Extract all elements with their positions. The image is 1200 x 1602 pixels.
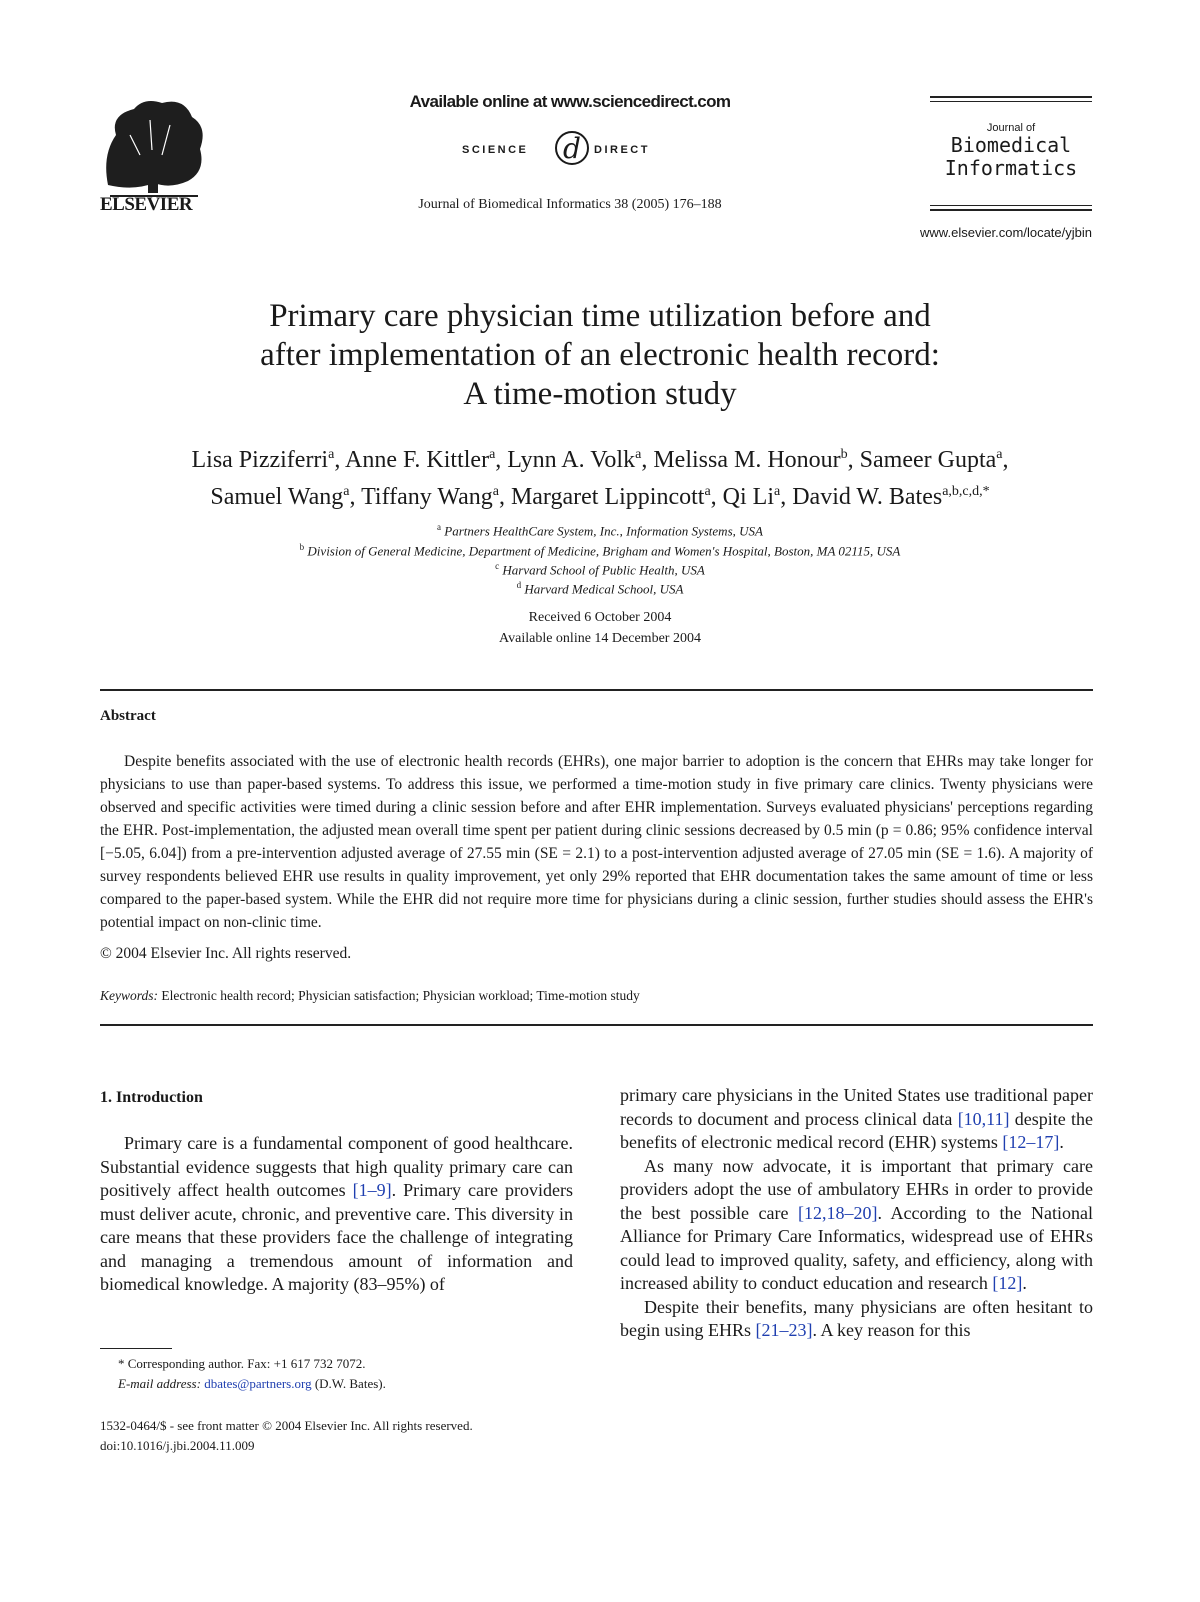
author-line-1: Lisa Pizziferri$^a$, Anne F. Kittler$^a$, Lynn A. Volk$^a$, Melissa M. Honour$^b$, Sameer Gupta$^a$, (191, 447, 1009, 473)
author-corresponding: David W. Bates (792, 484, 943, 510)
citation-link[interactable]: [1–9] (352, 1180, 392, 1200)
journal-name-line2: Informatics (944, 156, 1078, 180)
body-text: despite the benefits of electronic medical record (EHR) systems (620, 1108, 1094, 1152)
divider (100, 1024, 1093, 1026)
received-date: Received 6 October 2004 (528, 610, 672, 625)
title-line-3: A time-motion study (463, 376, 737, 412)
citation-link[interactable]: [12,18–20] (798, 1202, 878, 1223)
title-line-2: after implementation of an electronic health record: (260, 337, 940, 373)
affiliation-sup: a (437, 522, 442, 532)
affiliation-sup: c (495, 561, 500, 571)
body-text: . A key reason for this (812, 1320, 971, 1340)
email-link[interactable]: dbates@partners.org (204, 1376, 312, 1391)
citation-link[interactable]: [12–17] (1002, 1132, 1060, 1152)
affiliation (100, 575, 1100, 599)
abstract-copyright: © 2004 Elsevier Inc. All rights reserved. (100, 945, 352, 962)
keywords-list: Electronic health record; Physician satisfaction; Physician workload; Time-motion study (161, 988, 640, 1003)
journal-box-rule-top-thin (930, 101, 1092, 102)
author-sup: a (635, 447, 642, 462)
author-sup: a (343, 484, 350, 499)
journal-of-label: Journal of (986, 122, 1036, 134)
available-date: Available online 14 December 2004 (499, 631, 701, 646)
body-text: As many now advocate, it is important that primary care providers adopt the use of ambulatory EHRs in order to provide the best possible care (620, 1155, 1093, 1223)
body-text: Primary care is a fundamental component of good healthcare. Substantial evidence suggests that high quality primary care can positively affect health outcomes (100, 1133, 573, 1200)
author-sup: a (489, 447, 496, 462)
author-sup: a (704, 484, 711, 499)
abstract-text: Despite benefits associated with the use of electronic health records (EHRs), one major barrier to adoption is the concern that EHRs may take longer for physicians to use than paper-based systems. To address this issue, we performed a time-motion study in five primary care clinics. Twenty physicians were observed and specific activities were timed during a clinic session before and after EHR implementation. Surveys evaluated physicians' perceptions regarding the EHR. Post-implementation, the adjusted mean overall time spent per patient during clinic sessions decreased by 0.5 min (p = 0.86; 95% confidence interval [−5.05, 6.04]) from a pre-intervention adjusted average of 27.55 min (SE = 2.1) to a post-intervention adjusted average of 27.05 min (SE = 1.6). A majority of survey respondents believed EHR use results in quality improvement, yet only 29% reported that EHR documentation takes the same amount of time or less compared to the paper-based system. While the EHR did not require more time for physicians during a clinic session, further studies should assess the EHR's potential impact on non-clinic time. (100, 753, 1093, 931)
author-sup: a (996, 447, 1003, 462)
author: Samuel Wang (210, 484, 344, 510)
author: Melissa M. Honour (653, 447, 841, 473)
body-text: . According to the National Alliance for Primary Care Informatics, widespread use of EHRs could lead to improved quality, safety, and efficiency, along with increased ability to conduct education and research (620, 1202, 1093, 1293)
article-title (100, 297, 1100, 414)
citation-link[interactable]: [21–23] (755, 1320, 813, 1340)
publisher-name: ELSEVIER (100, 194, 193, 215)
author-sup: a (492, 484, 499, 499)
body-text: primary care physicians in the United States use traditional paper records to document and process clinical data (620, 1085, 1093, 1129)
svg-text:d: d (563, 132, 581, 165)
affiliation-text: Partners HealthCare System, Inc., Information Systems, USA (444, 523, 763, 539)
svg-text:SCIENCE: SCIENCE (462, 144, 529, 156)
title-line-1: Primary care physician time utilization before and (269, 298, 931, 334)
author: Lisa Pizziferri (191, 447, 329, 473)
journal-url[interactable]: www.elsevier.com/locate/yjbin (920, 225, 1092, 240)
body-text: . Primary care providers must deliver acute, chronic, and preventive care. This diversity in care means that these providers face the challenge of integrating and managing a tremendous amount of information and biomedical knowledge. A majority (83–95%) of (100, 1180, 573, 1294)
author-sup: a (328, 447, 335, 462)
journal-box-rule-bottom-thin (930, 205, 1092, 206)
email-label: E-mail address: (118, 1376, 201, 1391)
intro-left-column (100, 1132, 573, 1297)
paragraph: primary care physicians in the United States use traditional paper records to document and process clinical data [10,11] despite the benefits of electronic medical record (EHR) systems [12–17]. (620, 1085, 1094, 1152)
author: Sameer Gupta (859, 447, 997, 473)
journal-box-rule-bottom (930, 209, 1092, 211)
citation-link[interactable]: [10,11] (957, 1108, 1010, 1129)
journal-name-line1: Biomedical (950, 133, 1072, 157)
divider (100, 689, 1093, 691)
email-suffix: (D.W. Bates). (314, 1376, 386, 1391)
section-heading: 1. Introduction (100, 1089, 203, 1106)
body-text: Despite their benefits, many physicians are often hesitant to begin using EHRs (620, 1296, 1093, 1340)
author-sup: a (773, 484, 781, 499)
article-dates (100, 607, 1100, 649)
author-line-2: Samuel Wang$^a$, Tiffany Wang$^a$, Margaret Lippincott$^a$, Qi Li$^a$, David W. Bates$^{a,b,c,d,*}$ (210, 484, 990, 510)
keywords-label: Keywords: (100, 988, 158, 1003)
issn-line: 1532-0464/$ - see front matter © 2004 Elsevier Inc. All rights reserved. (100, 1418, 473, 1433)
journal-box-rule-top (930, 96, 1092, 98)
corresponding-author-note: * Corresponding author. Fax: +1 617 732 7072. (118, 1356, 366, 1371)
paragraph: As many now advocate, it is important that primary care providers adopt the use of ambulatory EHRs in order to provide the best possible care [12,18–20]. According to the National Alliance for Primary Care Informatics, widespread use of EHRs could lead to improved quality, safety, and efficiency, along with increased ability to conduct education and research [12]. (620, 1155, 1093, 1293)
svg-text:DIRECT: DIRECT (594, 144, 650, 156)
journal-citation: Journal of Biomedical Informatics 38 (2005) 176–188 (418, 197, 722, 212)
doi-line[interactable]: doi:10.1016/j.jbi.2004.11.009 (100, 1438, 255, 1453)
affiliation-sup: d (516, 580, 522, 590)
affiliation-text: Division of General Medicine, Department of Medicine, Brigham and Women's Hospital, Boston, MA 02115, USA (307, 543, 901, 559)
author: Tiffany Wang (361, 484, 493, 510)
keywords (100, 988, 640, 1004)
email-note (118, 1374, 386, 1394)
author: Anne F. Kittler (345, 447, 490, 473)
citation-link[interactable]: [12] (992, 1273, 1023, 1293)
author: Qi Li (722, 484, 774, 510)
author-sup: b (840, 447, 848, 462)
author: Margaret Lippincott (510, 484, 705, 510)
author: Lynn A. Volk (507, 447, 636, 473)
available-online: Available online at www.sciencedirect.com (409, 92, 731, 111)
affiliation-text: Harvard Medical School, USA (524, 581, 684, 597)
affiliation-text: Harvard School of Public Health, USA (502, 562, 705, 578)
journal-name (930, 134, 1092, 180)
author-sup: a,b,c,d,* (942, 484, 990, 499)
sciencedirect-logo (462, 128, 682, 168)
paragraph (620, 1296, 1093, 1343)
footnote-rule (100, 1348, 172, 1349)
affiliation-sup: b (299, 542, 305, 552)
abstract-heading: Abstract (100, 708, 156, 724)
author-list (100, 439, 1100, 513)
intro-right-column (620, 1084, 1093, 1343)
